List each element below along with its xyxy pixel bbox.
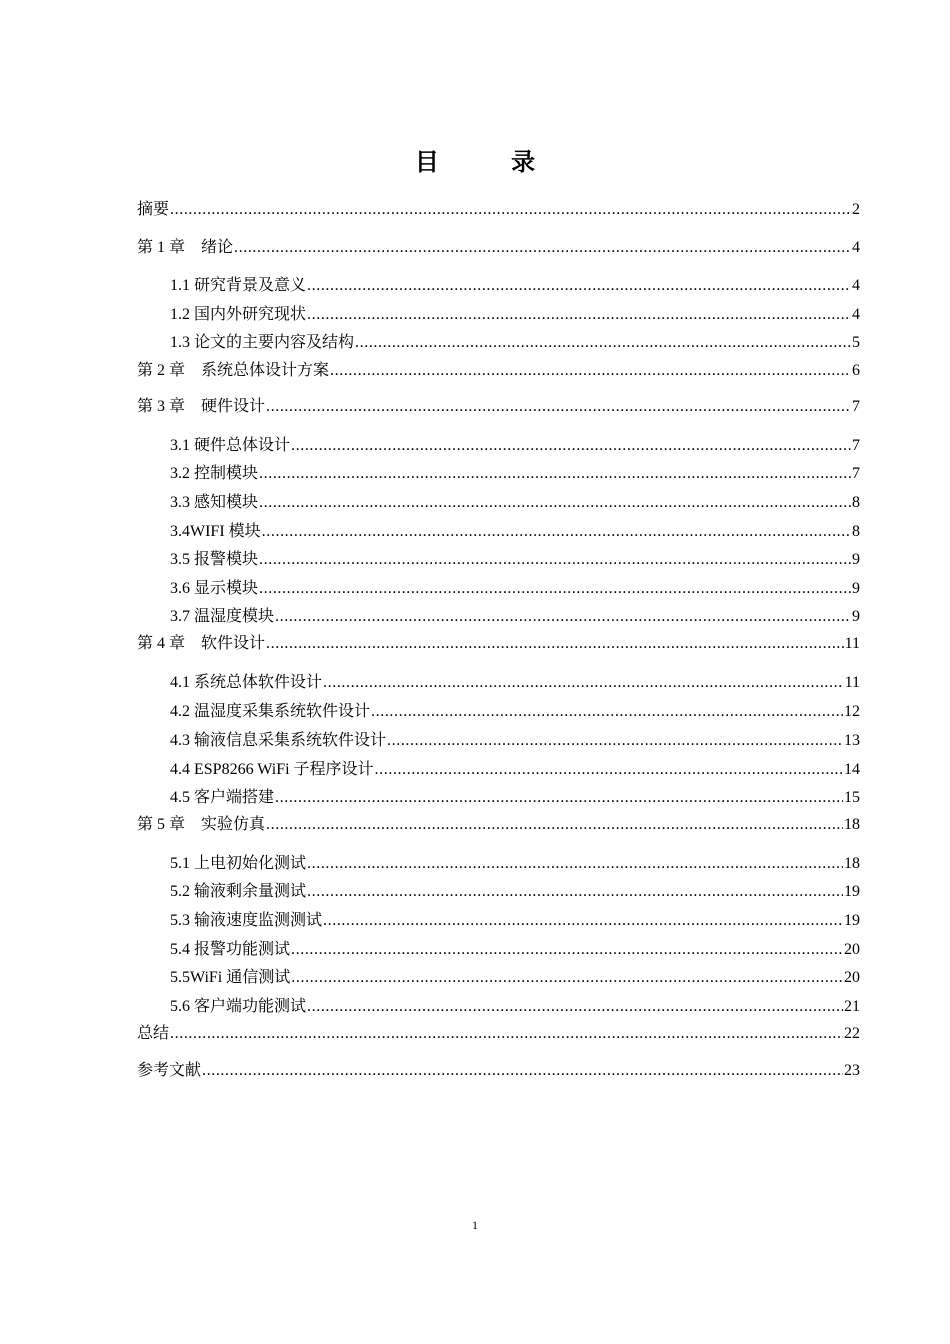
dot-leader <box>275 788 843 808</box>
toc-entry[interactable] <box>170 550 860 570</box>
toc-entry[interactable] <box>170 493 860 513</box>
dot-leader <box>291 940 843 960</box>
toc-label: 5.6 客户端功能测试 <box>170 998 307 1015</box>
toc-label: 5.2 输液剩余量测试 <box>170 883 307 900</box>
toc-page: 9 <box>852 608 860 625</box>
toc-page: 6 <box>852 362 860 379</box>
dot-leader <box>262 522 851 542</box>
toc-label: 3.3 感知模块 <box>170 494 259 511</box>
toc-entry[interactable] <box>170 305 860 325</box>
toc-label: 5.5WiFi 通信测试 <box>170 969 291 986</box>
toc-entry[interactable] <box>170 882 860 902</box>
toc-page: 8 <box>852 494 860 511</box>
toc-page: 14 <box>844 761 860 778</box>
toc-entry[interactable] <box>170 276 860 296</box>
toc-page: 19 <box>844 883 860 900</box>
dot-leader <box>387 731 843 751</box>
toc-label: 4.2 温湿度采集系统软件设计 <box>170 703 371 720</box>
toc-page: 5 <box>852 334 860 351</box>
dot-leader <box>291 436 851 456</box>
toc-entry[interactable] <box>137 634 860 654</box>
toc-page: 22 <box>844 1025 860 1042</box>
toc-entry[interactable] <box>170 522 860 542</box>
dot-leader <box>323 673 844 693</box>
dot-leader <box>355 333 851 353</box>
toc-page: 19 <box>844 912 860 929</box>
toc-entry[interactable] <box>170 940 860 960</box>
toc-label: 参考文献 <box>137 1062 202 1079</box>
toc-page: 21 <box>844 998 860 1015</box>
toc-entry[interactable] <box>137 361 860 381</box>
toc-entry[interactable] <box>170 464 860 484</box>
toc-label: 第 5 章 实验仿真 <box>137 816 266 833</box>
dot-leader <box>371 702 843 722</box>
dot-leader <box>307 854 843 874</box>
toc-page: 8 <box>852 523 860 540</box>
toc-page: 7 <box>852 437 860 454</box>
dot-leader <box>259 464 851 484</box>
toc-label: 3.2 控制模块 <box>170 465 259 482</box>
toc-label: 第 2 章 系统总体设计方案 <box>137 362 330 379</box>
dot-leader <box>259 579 851 599</box>
toc-label: 4.4 ESP8266 WiFi 子程序设计 <box>170 761 374 778</box>
toc-page: 23 <box>844 1062 860 1079</box>
dot-leader <box>266 397 851 417</box>
toc-label: 总结 <box>137 1025 170 1042</box>
toc-label: 3.7 温湿度模块 <box>170 608 275 625</box>
toc-page: 4 <box>852 277 860 294</box>
toc-entry[interactable] <box>170 760 860 780</box>
toc-page: 13 <box>844 732 860 749</box>
dot-leader <box>170 1024 843 1044</box>
toc-label: 第 4 章 软件设计 <box>137 635 266 652</box>
toc-entry[interactable] <box>170 702 860 722</box>
dot-leader <box>259 493 851 513</box>
dot-leader <box>307 305 851 325</box>
toc-label: 3.5 报警模块 <box>170 551 259 568</box>
toc-entry[interactable] <box>170 968 860 988</box>
dot-leader <box>323 911 843 931</box>
toc-entry[interactable] <box>170 436 860 456</box>
toc-entry[interactable] <box>137 815 860 835</box>
dot-leader <box>330 361 851 381</box>
toc-page: 20 <box>844 969 860 986</box>
toc-entry[interactable] <box>170 997 860 1017</box>
toc-entry[interactable] <box>137 200 860 220</box>
toc-label: 3.1 硬件总体设计 <box>170 437 291 454</box>
dot-leader <box>202 1061 843 1081</box>
dot-leader <box>234 238 851 258</box>
dot-leader <box>170 200 851 220</box>
toc-page: 11 <box>844 635 860 652</box>
toc-page: 18 <box>844 816 860 833</box>
toc-page: 7 <box>852 398 860 415</box>
toc-label: 4.3 输液信息采集系统软件设计 <box>170 732 387 749</box>
dot-leader <box>291 968 843 988</box>
dot-leader <box>266 634 844 654</box>
toc-entry[interactable] <box>170 607 860 627</box>
dot-leader <box>275 607 851 627</box>
toc-label: 第 1 章 绪论 <box>137 239 234 256</box>
toc-label: 5.3 输液速度监测测试 <box>170 912 323 929</box>
toc-label: 1.2 国内外研究现状 <box>170 306 307 323</box>
toc-entry[interactable] <box>170 579 860 599</box>
toc-page: 18 <box>844 855 860 872</box>
toc-page: 12 <box>844 703 860 720</box>
toc-page: 7 <box>852 465 860 482</box>
dot-leader <box>307 882 843 902</box>
toc-entry[interactable] <box>170 788 860 808</box>
dot-leader <box>307 997 843 1017</box>
toc-page: 4 <box>852 239 860 256</box>
toc-entry[interactable] <box>137 238 860 258</box>
toc-label: 5.1 上电初始化测试 <box>170 855 307 872</box>
toc-label: 4.5 客户端搭建 <box>170 789 275 806</box>
toc-page: 11 <box>844 674 860 691</box>
toc-label: 5.4 报警功能测试 <box>170 941 291 958</box>
toc-label: 第 3 章 硬件设计 <box>137 398 266 415</box>
toc-entry[interactable] <box>137 397 860 417</box>
toc-label: 摘要 <box>137 201 170 218</box>
page-title: 目 录 <box>414 148 568 176</box>
toc-page: 15 <box>844 789 860 806</box>
toc-entry[interactable] <box>170 333 860 353</box>
toc-label: 1.1 研究背景及意义 <box>170 277 307 294</box>
dot-leader <box>266 815 843 835</box>
toc-label: 4.1 系统总体软件设计 <box>170 674 323 691</box>
toc-entry[interactable] <box>170 731 860 751</box>
toc-page: 20 <box>844 941 860 958</box>
toc-entry[interactable] <box>170 911 860 931</box>
toc-page: 2 <box>852 201 860 218</box>
page-number: 1 <box>472 1218 478 1232</box>
toc-entry[interactable] <box>170 854 860 874</box>
toc-page: 9 <box>852 551 860 568</box>
dot-leader <box>375 760 843 780</box>
toc-label: 1.3 论文的主要内容及结构 <box>170 334 355 351</box>
toc-entry[interactable] <box>137 1061 860 1081</box>
dot-leader <box>307 276 851 296</box>
toc-entry[interactable] <box>137 1024 860 1044</box>
toc-entry[interactable] <box>170 673 860 693</box>
toc-label: 3.6 显示模块 <box>170 580 259 597</box>
toc-page: 4 <box>852 306 860 323</box>
toc-page: 9 <box>852 580 860 597</box>
toc-label: 3.4WIFI 模块 <box>170 523 261 540</box>
dot-leader <box>259 550 851 570</box>
